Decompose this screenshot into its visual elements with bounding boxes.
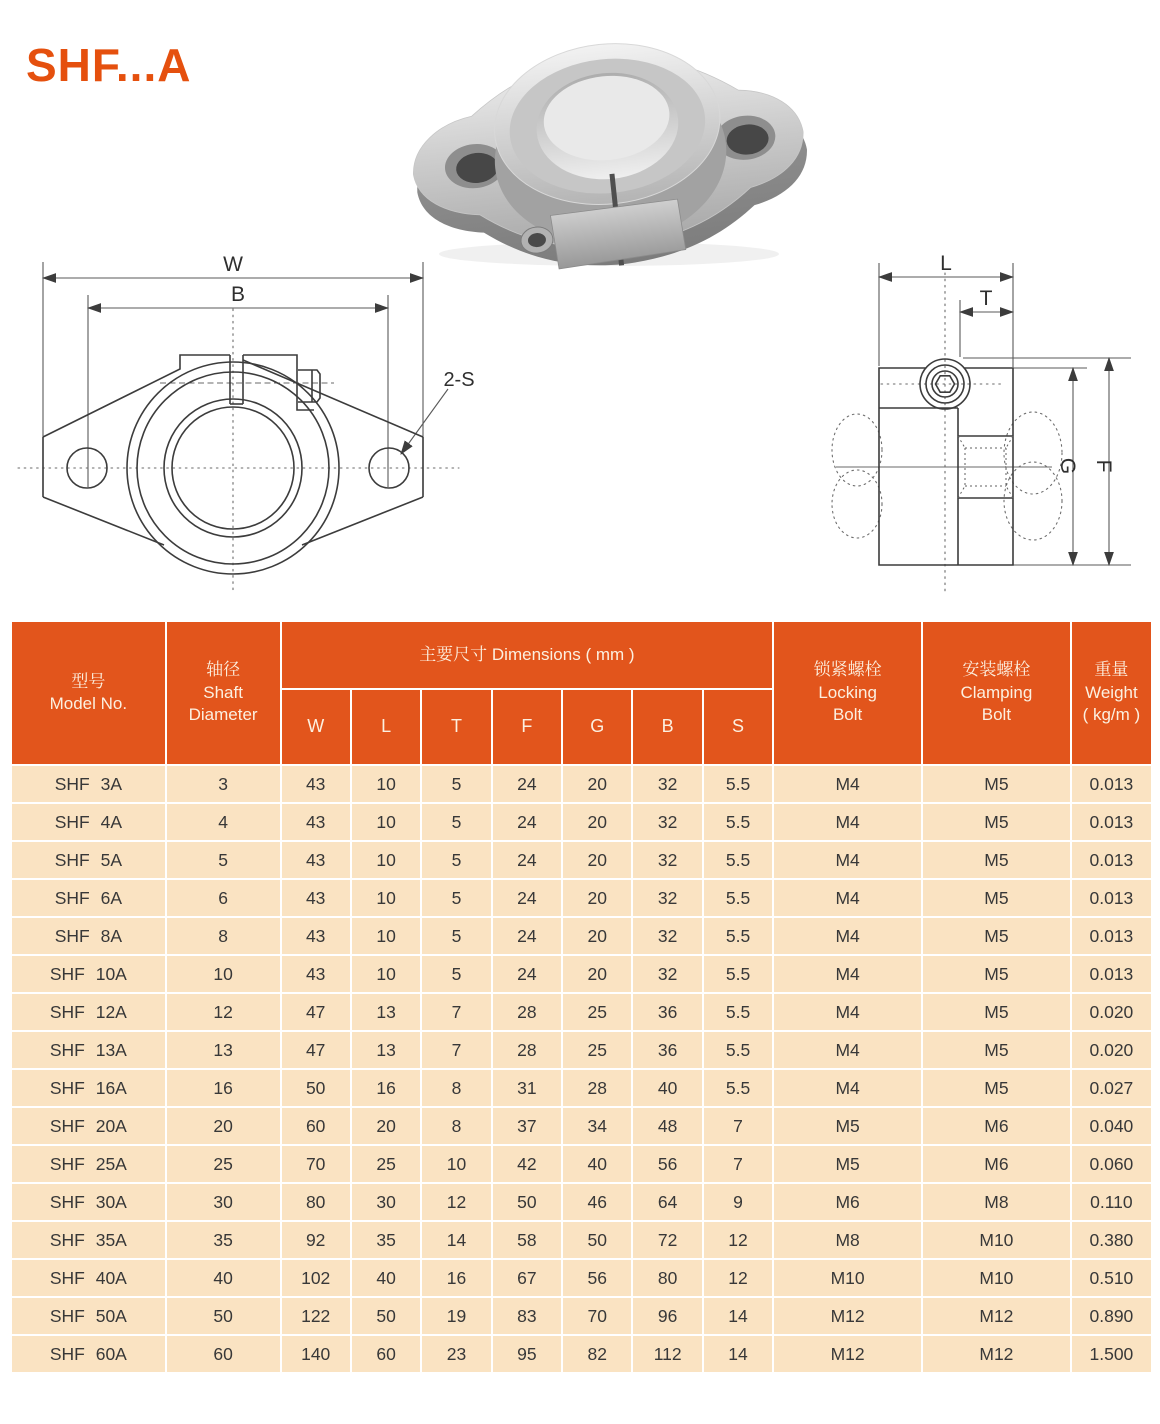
- cell-locking-bolt: M6: [773, 1183, 922, 1221]
- cell-clamping-bolt: M5: [922, 765, 1071, 803]
- cell-t: 7: [421, 1031, 491, 1069]
- cell-model: SHF 25A: [11, 1145, 166, 1183]
- cell-w: 43: [281, 803, 351, 841]
- cell-l: 35: [351, 1221, 421, 1259]
- header-col-b: B: [632, 689, 702, 765]
- front-view-drawing: [12, 243, 502, 608]
- cell-t: 5: [421, 765, 491, 803]
- cell-clamping-bolt: M5: [922, 803, 1071, 841]
- cell-g: 34: [562, 1107, 632, 1145]
- cell-clamping-bolt: M5: [922, 841, 1071, 879]
- cell-b: 80: [632, 1259, 702, 1297]
- table-row: [11, 1069, 1152, 1107]
- cell-model: SHF 50A: [11, 1297, 166, 1335]
- cell-t: 14: [421, 1221, 491, 1259]
- cell-model: SHF 12A: [11, 993, 166, 1031]
- cell-b: 56: [632, 1145, 702, 1183]
- cell-t: 12: [421, 1183, 491, 1221]
- cell-f: 31: [492, 1069, 562, 1107]
- cell-s: 14: [703, 1335, 773, 1373]
- cell-f: 67: [492, 1259, 562, 1297]
- cell-b: 32: [632, 879, 702, 917]
- cell-g: 28: [562, 1069, 632, 1107]
- cell-w: 60: [281, 1107, 351, 1145]
- cell-model: SHF 30A: [11, 1183, 166, 1221]
- cell-locking-bolt: M4: [773, 1031, 922, 1069]
- cell-weight: 1.500: [1071, 1335, 1152, 1373]
- cell-s: 5.5: [703, 879, 773, 917]
- cell-g: 20: [562, 917, 632, 955]
- cell-f: 37: [492, 1107, 562, 1145]
- dim-label-f: F: [1092, 459, 1115, 473]
- cell-clamping-bolt: M5: [922, 1031, 1071, 1069]
- cell-s: 5.5: [703, 765, 773, 803]
- cell-b: 36: [632, 993, 702, 1031]
- side-centerlines: [836, 273, 1052, 595]
- cell-g: 20: [562, 841, 632, 879]
- cell-model: SHF 4A: [11, 803, 166, 841]
- header-model: [11, 621, 166, 765]
- cell-g: 46: [562, 1183, 632, 1221]
- table-row: [11, 1031, 1152, 1069]
- cell-shaft-diameter: 25: [166, 1145, 281, 1183]
- cell-g: 20: [562, 803, 632, 841]
- cell-weight: 0.060: [1071, 1145, 1152, 1183]
- cell-w: 43: [281, 917, 351, 955]
- cell-g: 50: [562, 1221, 632, 1259]
- header-shaft-diameter: [166, 621, 281, 765]
- table-row: [11, 955, 1152, 993]
- cell-t: 8: [421, 1069, 491, 1107]
- cell-g: 25: [562, 1031, 632, 1069]
- front-dimension-lines: [43, 262, 448, 495]
- cell-f: 24: [492, 765, 562, 803]
- table-row: [11, 1335, 1152, 1373]
- cell-l: 25: [351, 1145, 421, 1183]
- cell-shaft-diameter: 20: [166, 1107, 281, 1145]
- cell-f: 50: [492, 1183, 562, 1221]
- cell-g: 25: [562, 993, 632, 1031]
- cell-s: 9: [703, 1183, 773, 1221]
- header-dimensions-group: 主要尺寸 Dimensions ( mm ): [281, 621, 774, 689]
- header-locking-zh: 锁紧螺栓: [813, 660, 882, 680]
- header-col-w: W: [281, 689, 351, 765]
- header-clamping-en1: Clamping: [960, 682, 1033, 702]
- cell-weight: 0.013: [1071, 765, 1152, 803]
- cell-s: 5.5: [703, 1069, 773, 1107]
- cell-shaft-diameter: 5: [166, 841, 281, 879]
- cell-b: 112: [632, 1335, 702, 1373]
- cell-clamping-bolt: M12: [922, 1335, 1071, 1373]
- cell-l: 10: [351, 765, 421, 803]
- cell-l: 50: [351, 1297, 421, 1335]
- cell-f: 24: [492, 841, 562, 879]
- header-col-l: L: [351, 689, 421, 765]
- cell-l: 13: [351, 993, 421, 1031]
- cell-w: 43: [281, 841, 351, 879]
- cell-g: 70: [562, 1297, 632, 1335]
- cell-l: 30: [351, 1183, 421, 1221]
- header-locking-en1: Locking: [818, 682, 877, 702]
- cell-w: 102: [281, 1259, 351, 1297]
- cell-model: SHF 40A: [11, 1259, 166, 1297]
- cell-t: 5: [421, 803, 491, 841]
- cell-w: 43: [281, 955, 351, 993]
- table-row: [11, 1221, 1152, 1259]
- cell-l: 10: [351, 917, 421, 955]
- cell-w: 47: [281, 1031, 351, 1069]
- cell-l: 40: [351, 1259, 421, 1297]
- table-row: [11, 917, 1152, 955]
- page-title: SHF...A: [26, 39, 192, 91]
- dim-label-l: L: [940, 252, 952, 275]
- dim-label-w: W: [223, 253, 243, 276]
- cell-f: 28: [492, 993, 562, 1031]
- cell-f: 42: [492, 1145, 562, 1183]
- cell-l: 10: [351, 841, 421, 879]
- cell-shaft-diameter: 3: [166, 765, 281, 803]
- cell-s: 5.5: [703, 993, 773, 1031]
- cell-clamping-bolt: M5: [922, 993, 1071, 1031]
- cell-shaft-diameter: 8: [166, 917, 281, 955]
- cell-locking-bolt: M5: [773, 1145, 922, 1183]
- product-photo: [393, 6, 825, 274]
- cell-g: 82: [562, 1335, 632, 1373]
- cell-g: 40: [562, 1145, 632, 1183]
- cell-b: 32: [632, 955, 702, 993]
- cell-locking-bolt: M4: [773, 955, 922, 993]
- cell-shaft-diameter: 12: [166, 993, 281, 1031]
- cell-w: 47: [281, 993, 351, 1031]
- cell-clamping-bolt: M6: [922, 1107, 1071, 1145]
- cell-w: 92: [281, 1221, 351, 1259]
- cell-locking-bolt: M4: [773, 879, 922, 917]
- cell-f: 24: [492, 917, 562, 955]
- cell-model: SHF 60A: [11, 1335, 166, 1373]
- cell-s: 5.5: [703, 803, 773, 841]
- header-weight: [1071, 621, 1152, 765]
- cell-w: 80: [281, 1183, 351, 1221]
- table-row: [11, 879, 1152, 917]
- table-row: [11, 1145, 1152, 1183]
- cell-model: SHF 6A: [11, 879, 166, 917]
- cell-weight: 0.013: [1071, 917, 1152, 955]
- cell-clamping-bolt: M5: [922, 955, 1071, 993]
- cell-locking-bolt: M8: [773, 1221, 922, 1259]
- cell-locking-bolt: M10: [773, 1259, 922, 1297]
- cell-weight: 0.013: [1071, 803, 1152, 841]
- header-col-f: F: [492, 689, 562, 765]
- cell-shaft-diameter: 4: [166, 803, 281, 841]
- header-col-s: S: [703, 689, 773, 765]
- cell-locking-bolt: M5: [773, 1107, 922, 1145]
- cell-t: 5: [421, 955, 491, 993]
- cell-model: SHF 16A: [11, 1069, 166, 1107]
- cell-clamping-bolt: M10: [922, 1221, 1071, 1259]
- cell-l: 10: [351, 955, 421, 993]
- table-row: [11, 1107, 1152, 1145]
- cell-t: 5: [421, 841, 491, 879]
- header-locking-en2: Bolt: [832, 705, 863, 725]
- header-model-zh: 型号: [71, 671, 106, 691]
- cell-l: 13: [351, 1031, 421, 1069]
- cell-shaft-diameter: 6: [166, 879, 281, 917]
- header-weight-en1: Weight: [1085, 682, 1138, 702]
- cell-clamping-bolt: M5: [922, 917, 1071, 955]
- cell-s: 12: [703, 1259, 773, 1297]
- cell-t: 5: [421, 917, 491, 955]
- cell-b: 40: [632, 1069, 702, 1107]
- header-weight-en2: ( kg/m ): [1082, 705, 1141, 725]
- table-row: [11, 993, 1152, 1031]
- header-model-en: Model No.: [49, 694, 128, 713]
- cell-clamping-bolt: M6: [922, 1145, 1071, 1183]
- cell-s: 5.5: [703, 841, 773, 879]
- cell-shaft-diameter: 35: [166, 1221, 281, 1259]
- cell-weight: 0.110: [1071, 1183, 1152, 1221]
- cell-clamping-bolt: M12: [922, 1297, 1071, 1335]
- cell-b: 32: [632, 765, 702, 803]
- cell-locking-bolt: M12: [773, 1335, 922, 1373]
- cell-b: 32: [632, 803, 702, 841]
- table-row: [11, 1297, 1152, 1335]
- spec-table: [10, 620, 1153, 1374]
- cell-g: 20: [562, 955, 632, 993]
- cell-l: 10: [351, 803, 421, 841]
- cell-clamping-bolt: M5: [922, 879, 1071, 917]
- cell-g: 56: [562, 1259, 632, 1297]
- cell-locking-bolt: M4: [773, 841, 922, 879]
- table-body: [11, 765, 1152, 1373]
- table-row: [11, 803, 1152, 841]
- cell-model: SHF 10A: [11, 955, 166, 993]
- cell-locking-bolt: M4: [773, 765, 922, 803]
- cell-w: 43: [281, 765, 351, 803]
- header-shaft-en1: Shaft: [203, 682, 243, 702]
- header-shaft-en2: Diameter: [188, 705, 258, 725]
- cell-w: 70: [281, 1145, 351, 1183]
- cell-b: 72: [632, 1221, 702, 1259]
- cell-t: 7: [421, 993, 491, 1031]
- header-locking-bolt: [773, 621, 922, 765]
- cell-t: 19: [421, 1297, 491, 1335]
- cell-w: 140: [281, 1335, 351, 1373]
- cell-s: 7: [703, 1145, 773, 1183]
- cell-weight: 0.040: [1071, 1107, 1152, 1145]
- cell-shaft-diameter: 10: [166, 955, 281, 993]
- header-clamping-bolt: [922, 621, 1071, 765]
- cell-shaft-diameter: 40: [166, 1259, 281, 1297]
- hole-callout-2s: 2-S: [443, 369, 475, 391]
- cell-t: 5: [421, 879, 491, 917]
- cell-shaft-diameter: 50: [166, 1297, 281, 1335]
- side-dimension-lines: [879, 263, 1131, 565]
- cell-w: 50: [281, 1069, 351, 1107]
- dim-label-g: G: [1056, 457, 1079, 475]
- cell-b: 96: [632, 1297, 702, 1335]
- cell-weight: 0.020: [1071, 993, 1152, 1031]
- cell-b: 64: [632, 1183, 702, 1221]
- cell-t: 10: [421, 1145, 491, 1183]
- cell-f: 24: [492, 955, 562, 993]
- phantom-flange-lobes: [832, 412, 1062, 540]
- cell-locking-bolt: M12: [773, 1297, 922, 1335]
- cell-weight: 0.020: [1071, 1031, 1152, 1069]
- cell-locking-bolt: M4: [773, 917, 922, 955]
- cell-shaft-diameter: 16: [166, 1069, 281, 1107]
- cell-f: 24: [492, 803, 562, 841]
- cell-weight: 0.013: [1071, 955, 1152, 993]
- cell-s: 12: [703, 1221, 773, 1259]
- cell-s: 7: [703, 1107, 773, 1145]
- cell-weight: 0.027: [1071, 1069, 1152, 1107]
- cell-l: 10: [351, 879, 421, 917]
- shaft-support-part: [402, 24, 817, 274]
- table-row: [11, 765, 1152, 803]
- cell-l: 20: [351, 1107, 421, 1145]
- header-weight-zh: 重量: [1094, 660, 1129, 680]
- cell-model: SHF 13A: [11, 1031, 166, 1069]
- side-outline: [879, 359, 1013, 565]
- cell-weight: 0.890: [1071, 1297, 1152, 1335]
- cell-f: 95: [492, 1335, 562, 1373]
- cell-l: 16: [351, 1069, 421, 1107]
- cell-locking-bolt: M4: [773, 993, 922, 1031]
- cell-clamping-bolt: M5: [922, 1069, 1071, 1107]
- cell-g: 20: [562, 765, 632, 803]
- front-centerlines: [18, 309, 459, 591]
- table-row: [11, 1183, 1152, 1221]
- cell-f: 28: [492, 1031, 562, 1069]
- table-row: [11, 1259, 1152, 1297]
- cell-b: 32: [632, 841, 702, 879]
- cell-f: 58: [492, 1221, 562, 1259]
- cell-s: 5.5: [703, 955, 773, 993]
- cell-model: SHF 20A: [11, 1107, 166, 1145]
- cell-model: SHF 5A: [11, 841, 166, 879]
- cell-s: 14: [703, 1297, 773, 1335]
- cell-weight: 0.510: [1071, 1259, 1152, 1297]
- header-col-g: G: [562, 689, 632, 765]
- cell-clamping-bolt: M8: [922, 1183, 1071, 1221]
- cell-model: SHF 35A: [11, 1221, 166, 1259]
- cell-w: 122: [281, 1297, 351, 1335]
- cell-s: 5.5: [703, 1031, 773, 1069]
- dim-label-b: B: [230, 283, 246, 306]
- cell-t: 8: [421, 1107, 491, 1145]
- cell-weight: 0.013: [1071, 879, 1152, 917]
- cell-shaft-diameter: 60: [166, 1335, 281, 1373]
- header-shaft-zh: 轴径: [206, 660, 241, 680]
- table-row: [11, 841, 1152, 879]
- cell-weight: 0.380: [1071, 1221, 1152, 1259]
- cell-locking-bolt: M4: [773, 803, 922, 841]
- cell-g: 20: [562, 879, 632, 917]
- cell-b: 32: [632, 917, 702, 955]
- cell-model: SHF 8A: [11, 917, 166, 955]
- cell-locking-bolt: M4: [773, 1069, 922, 1107]
- dim-label-t: T: [979, 287, 993, 310]
- cell-f: 24: [492, 879, 562, 917]
- header-clamping-zh: 安装螺栓: [962, 660, 1031, 680]
- cell-weight: 0.013: [1071, 841, 1152, 879]
- cell-t: 16: [421, 1259, 491, 1297]
- cell-shaft-diameter: 13: [166, 1031, 281, 1069]
- header-clamping-en2: Bolt: [981, 705, 1012, 725]
- cell-f: 83: [492, 1297, 562, 1335]
- cell-s: 5.5: [703, 917, 773, 955]
- cell-b: 36: [632, 1031, 702, 1069]
- cell-l: 60: [351, 1335, 421, 1373]
- cell-w: 43: [281, 879, 351, 917]
- cell-t: 23: [421, 1335, 491, 1373]
- cell-clamping-bolt: M10: [922, 1259, 1071, 1297]
- cell-b: 48: [632, 1107, 702, 1145]
- cell-shaft-diameter: 30: [166, 1183, 281, 1221]
- header-col-t: T: [421, 689, 491, 765]
- cell-model: SHF 3A: [11, 765, 166, 803]
- side-view-drawing: [828, 243, 1158, 608]
